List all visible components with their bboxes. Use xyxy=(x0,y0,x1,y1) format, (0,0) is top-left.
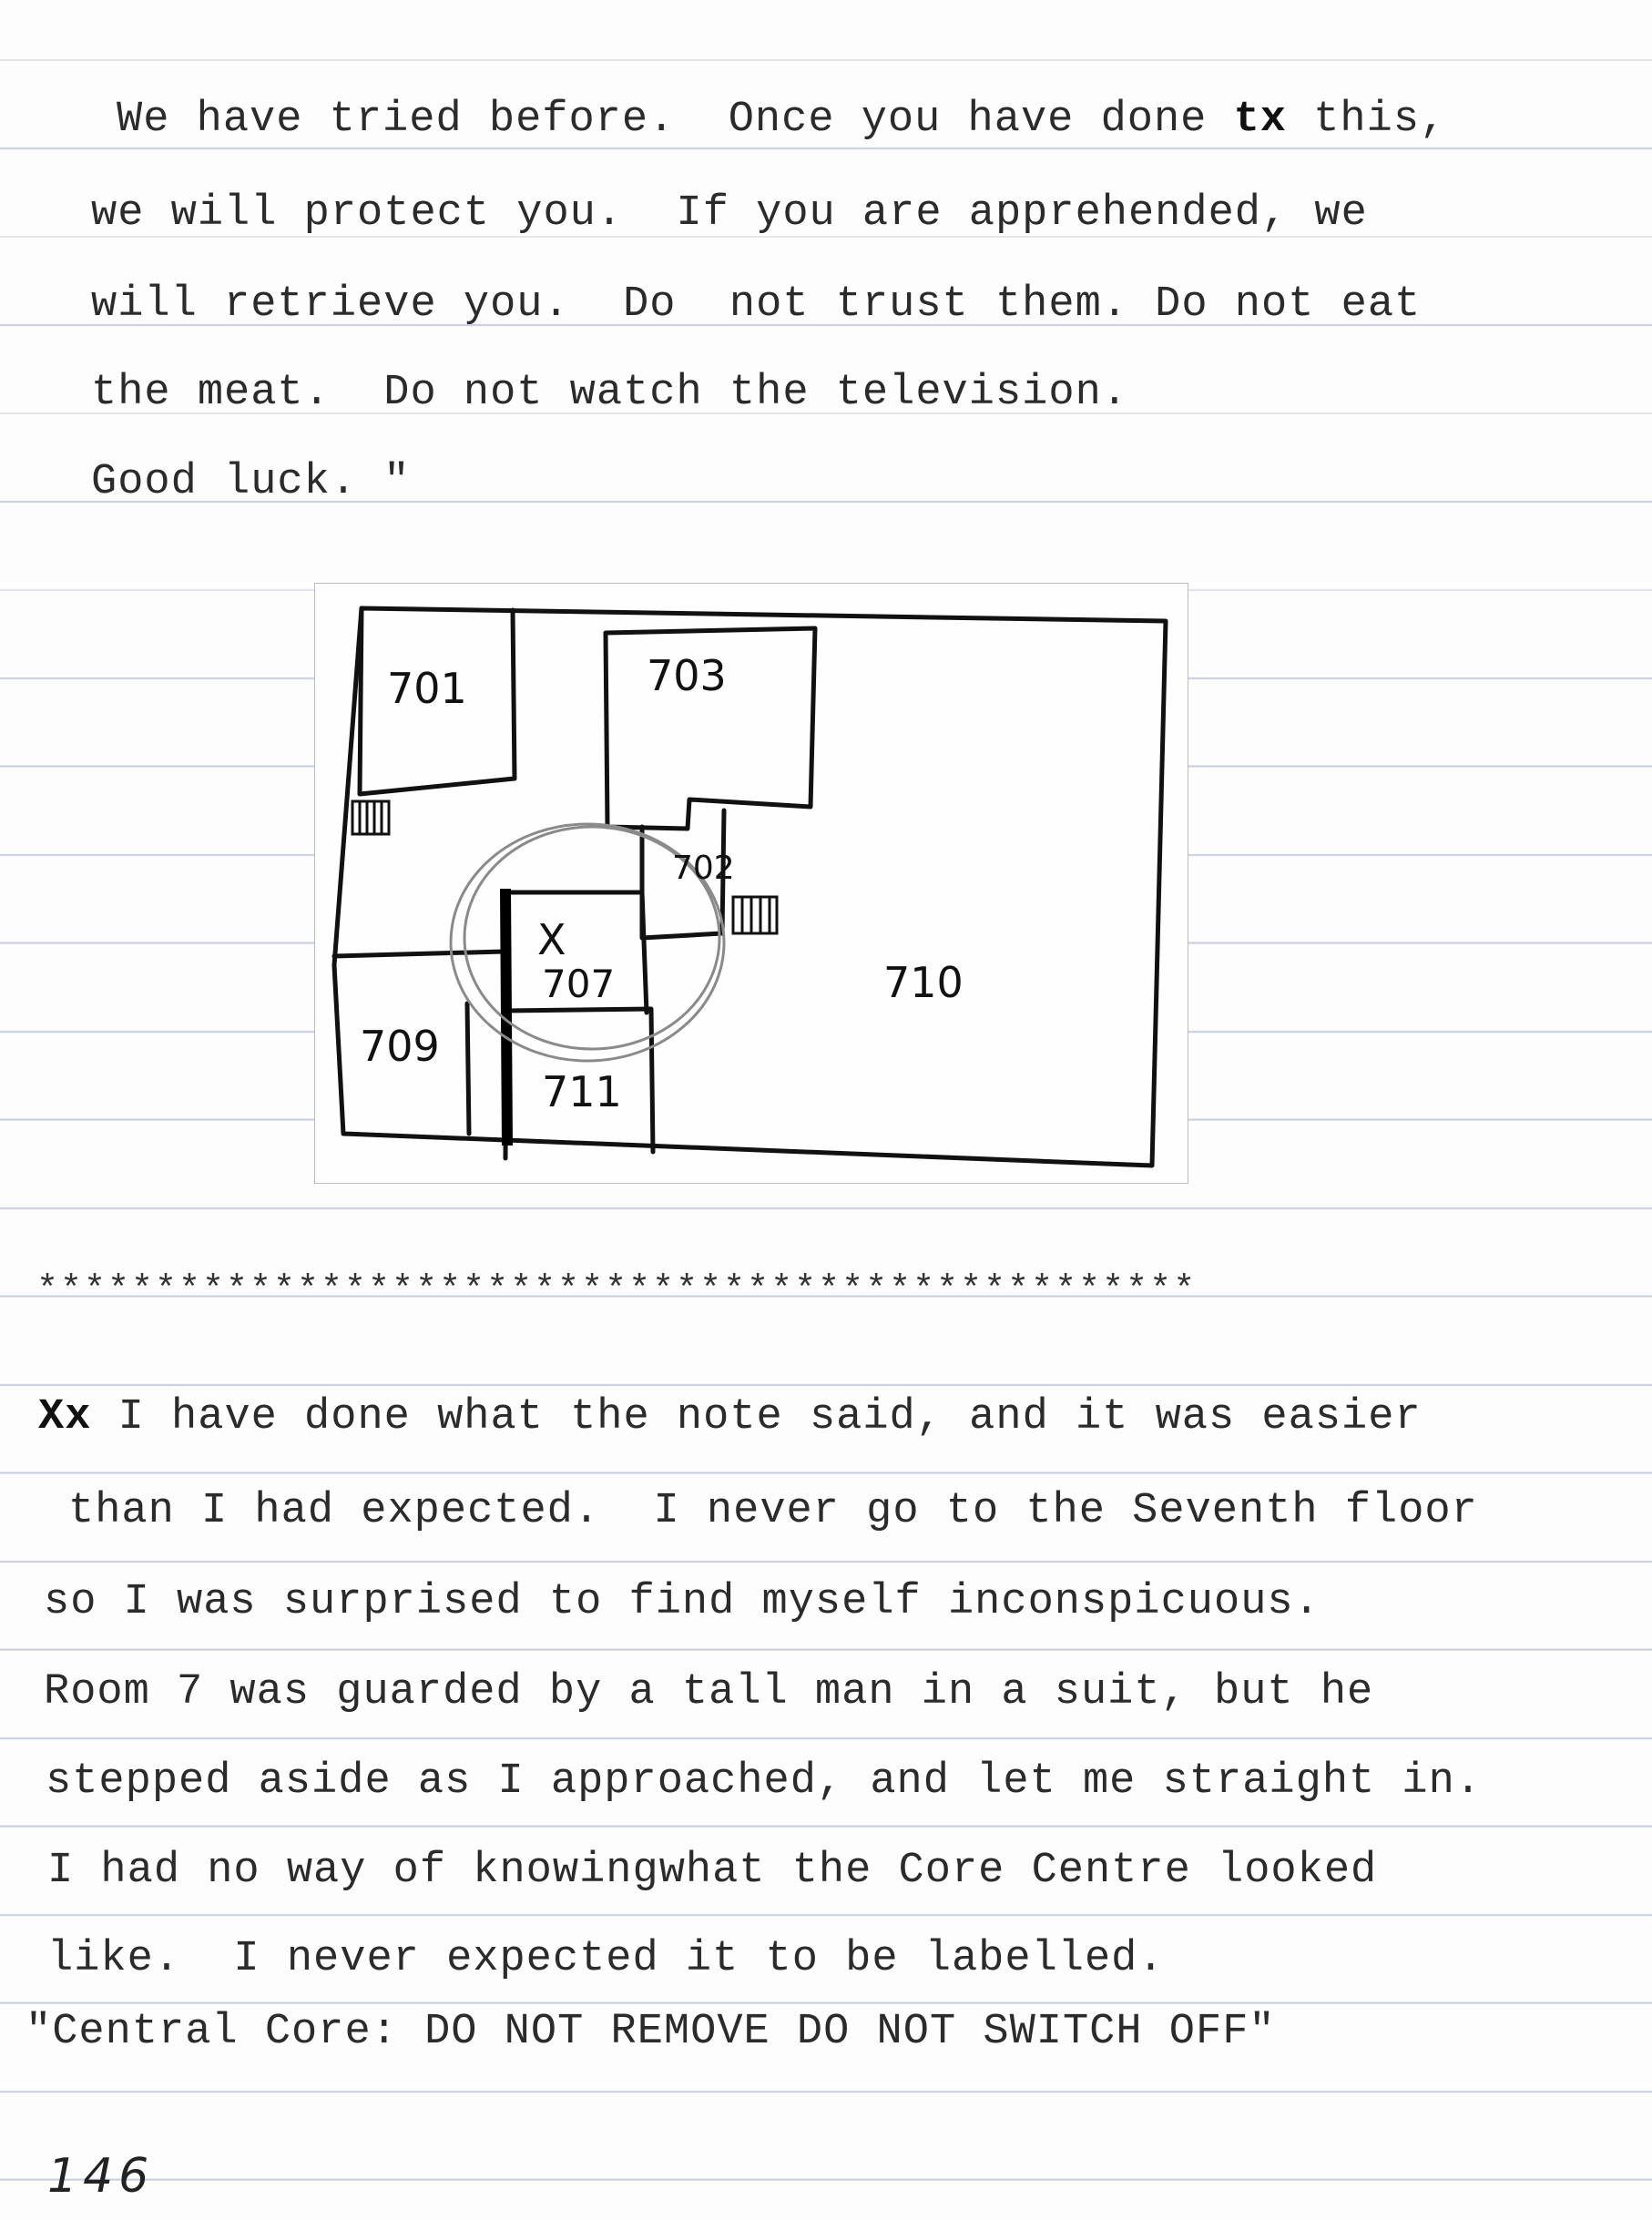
struck-out-text: Xx xyxy=(38,1393,92,1441)
typed-line: than I had expected. I never go to the Seventh floor xyxy=(68,1487,1478,1535)
typed-line: Good luck. " xyxy=(91,458,411,506)
room-label-710: 710 xyxy=(883,958,964,1007)
typed-line: We have tried before. Once you have done tx this, xyxy=(117,96,1447,144)
asterisk-separator: ************************************************* xyxy=(36,1270,1198,1311)
typed-line: I had no way of knowingwhat the Core Centre looked xyxy=(47,1847,1378,1895)
typed-line: the meat. Do not watch the television. xyxy=(91,369,1128,417)
room-label-703: 703 xyxy=(647,651,727,700)
target-x-mark: X xyxy=(537,915,566,964)
room-label-702: 702 xyxy=(672,850,735,887)
struck-out-text: tx xyxy=(1233,96,1288,144)
typed-line: Xx I have done what the note said, and it was easier xyxy=(38,1393,1422,1441)
page-number: 146 xyxy=(47,2149,155,2204)
typed-line: like. I never expected it to be labelled. xyxy=(47,1935,1165,1983)
room-label-711: 711 xyxy=(542,1067,622,1116)
typed-line: "Central Core: DO NOT REMOVE DO NOT SWITCH OFF" xyxy=(25,2008,1276,2056)
typed-line: will retrieve you. Do not trust them. Do not eat xyxy=(91,280,1422,329)
room-label-707: 707 xyxy=(542,962,616,1006)
typed-line: so I was surprised to find myself inconspicuous. xyxy=(44,1578,1321,1626)
typed-line: we will protect you. If you are apprehended, we xyxy=(91,189,1368,238)
floor-map-sketch xyxy=(314,583,1188,1184)
typed-line: Room 7 was guarded by a tall man in a suit, but he xyxy=(44,1668,1374,1716)
room-label-709: 709 xyxy=(360,1022,440,1071)
room-label-701: 701 xyxy=(387,664,467,713)
typed-line: stepped aside as I approached, and let me straight in. xyxy=(46,1757,1483,1806)
